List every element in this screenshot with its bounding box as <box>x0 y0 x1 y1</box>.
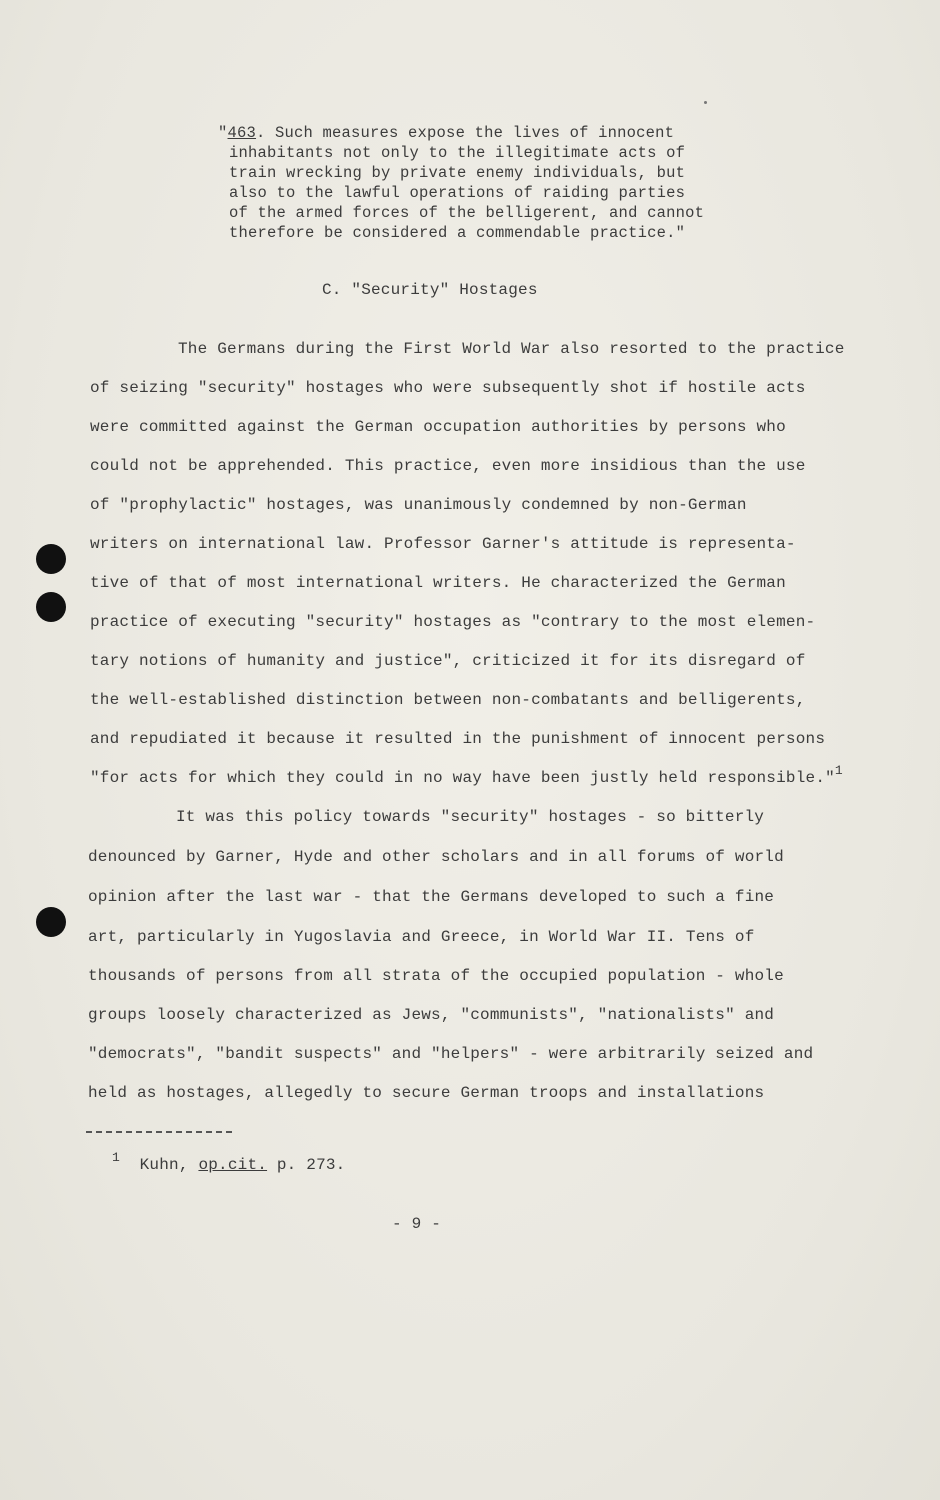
quote-line: "463. Such measures expose the lives of innocent <box>218 124 675 142</box>
body-line: opinion after the last war - that the Germans developed to such a fine <box>88 888 775 906</box>
body-line: could not be apprehended. This practice, even more insidious than the use <box>90 457 806 475</box>
paper-speck <box>704 101 707 104</box>
punch-hole <box>36 907 66 937</box>
punch-hole <box>36 592 66 622</box>
footnote-number: 1 <box>112 1150 121 1165</box>
body-line: tary notions of humanity and justice", criticized it for its disregard of <box>90 652 806 670</box>
body-line: held as hostages, allegedly to secure German troops and installations <box>88 1084 765 1102</box>
body-line: art, particularly in Yugoslavia and Greece, in World War II. Tens of <box>88 928 755 946</box>
quote-paragraph-number: 463 <box>227 124 257 142</box>
body-line: and repudiated it because it resulted in the punishment of innocent persons <box>90 730 826 748</box>
body-line: were committed against the German occupation authorities by persons who <box>90 418 786 436</box>
body-line: thousands of persons from all strata of the occupied population - whole <box>88 967 784 985</box>
body-line: The Germans during the First World War also resorted to the practice <box>178 340 845 358</box>
body-line: the well-established distinction between non-combatants and belligerents, <box>90 691 806 709</box>
quote-line: train wrecking by private enemy individuals, but <box>229 164 686 182</box>
body-line: "democrats", "bandit suspects" and "helpers" - were arbitrarily seized and <box>88 1045 814 1063</box>
quote-line: inhabitants not only to the illegitimate acts of <box>229 144 686 162</box>
quote-line: therefore be considered a commendable practice." <box>229 224 686 242</box>
quote-line: also to the lawful operations of raiding parties <box>229 184 686 202</box>
body-line: It was this policy towards "security" hostages - so bitterly <box>176 808 765 826</box>
body-line: tive of that of most international writers. He characterized the German <box>90 574 786 592</box>
section-heading: C. "Security" Hostages <box>322 281 538 299</box>
body-line: writers on international law. Professor Garner's attitude is representa- <box>90 535 796 553</box>
body-line: of seizing "security" hostages who were subsequently shot if hostile acts <box>90 379 806 397</box>
body-line: "for acts for which they could in no way have been justly held responsible."$^1$ <box>90 763 843 787</box>
quote-line: of the armed forces of the belligerent, and cannot <box>229 204 705 222</box>
footnote: $^1$ Kuhn, op.cit. p. 273. <box>112 1150 346 1174</box>
body-line: practice of executing "security" hostages as "contrary to the most elemen- <box>90 613 816 631</box>
footnote-opcit: op.cit. <box>198 1156 268 1174</box>
body-line: denounced by Garner, Hyde and other scholars and in all forums of world <box>88 848 784 866</box>
body-line: of "prophylactic" hostages, was unanimously condemned by non-German <box>90 496 747 514</box>
footnote-separator <box>86 1131 232 1133</box>
body-line: groups loosely characterized as Jews, "communists", "nationalists" and <box>88 1006 775 1024</box>
punch-hole <box>36 544 66 574</box>
page-number: - 9 - <box>392 1215 442 1233</box>
footnote-reference: 1 <box>834 763 843 778</box>
